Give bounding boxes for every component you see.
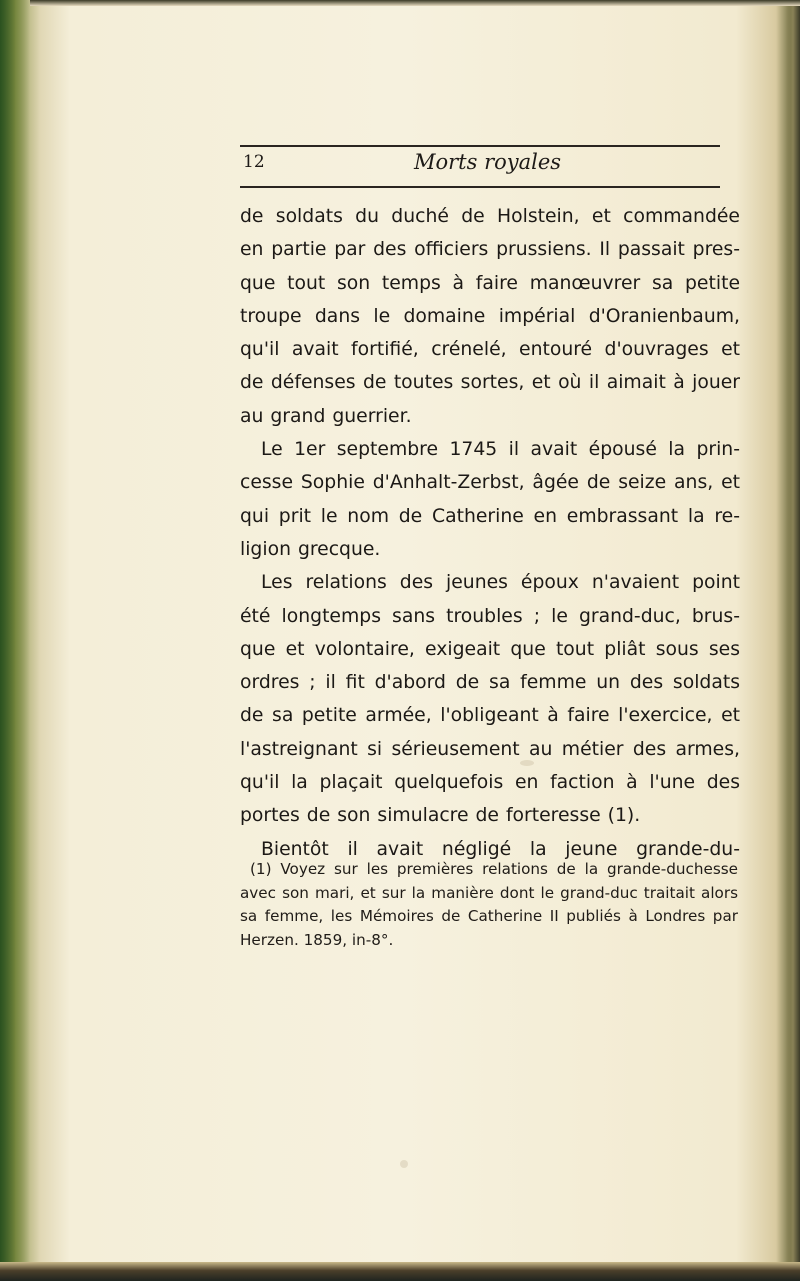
footnote [240, 858, 738, 952]
page-number: 12 [243, 152, 265, 172]
body-line: que tout son temps à faire manœuvrer sa petite [240, 272, 740, 294]
body-line: Bientôt il avait négligé la jeune grande-du- [261, 838, 740, 860]
ink-speck [400, 1160, 408, 1168]
footnote-line: Herzen. 1859, in-8°. [240, 930, 394, 949]
body-line: ligion grecque. [240, 538, 381, 560]
book-spine-shadow [0, 0, 40, 1281]
body-line: qu'il avait fortifié, crénelé, entouré d'ouvrages et [240, 339, 740, 361]
page-bottom-edge [0, 1262, 800, 1281]
body-line: que et volontaire, exigeait que tout pliât sous ses [240, 638, 740, 660]
footnote-line: (1) Voyez sur les premières relations de la grande-duchesse [250, 860, 738, 878]
header-rule-bottom [240, 186, 720, 188]
page-top-edge [30, 0, 800, 6]
body-line: cesse Sophie d'Anhalt-Zerbst, âgée de seize ans, et [240, 472, 740, 494]
footnote-line: sa femme, les Mémoires de Catherine II publiés à Londres par [240, 907, 738, 925]
body-line: de soldats du duché de Holstein, et commandée [240, 206, 740, 227]
body-line: ordres ; il fit d'abord de sa femme un des soldats [240, 672, 740, 694]
body-line: Les relations des jeunes époux n'avaient point [261, 572, 740, 594]
header-rule-top [240, 145, 720, 147]
page-edge [786, 0, 800, 1281]
body-line: troupe dans le domaine impérial d'Oranienbaum, [240, 305, 740, 327]
footnote-line: avec son mari, et sur la manière dont le grand-duc traitait alors [240, 883, 738, 902]
body-line: au grand guerrier. [240, 405, 412, 427]
body-line: été longtemps sans troubles ; le grand-duc, brus- [240, 605, 740, 627]
body-line: Le 1er septembre 1745 il avait épousé la prin- [261, 439, 740, 461]
body-line: qui prit le nom de Catherine en embrassant la re- [240, 505, 740, 527]
running-title: Morts royales [414, 150, 562, 174]
body-line: l'astreignant si sérieusement au métier des armes, [240, 738, 740, 760]
body-line: qu'il la plaçait quelquefois en faction à l'une des [240, 772, 740, 794]
body-text [240, 200, 740, 866]
body-line: portes de son simulacre de forteresse (1). [240, 805, 641, 827]
body-line: de sa petite armée, l'obligeant à faire l'exercice, et [240, 705, 740, 727]
body-line: de défenses de toutes sortes, et où il aimait à jouer [240, 372, 740, 394]
body-line: en partie par des officiers prussiens. Il passait pres- [240, 239, 740, 261]
